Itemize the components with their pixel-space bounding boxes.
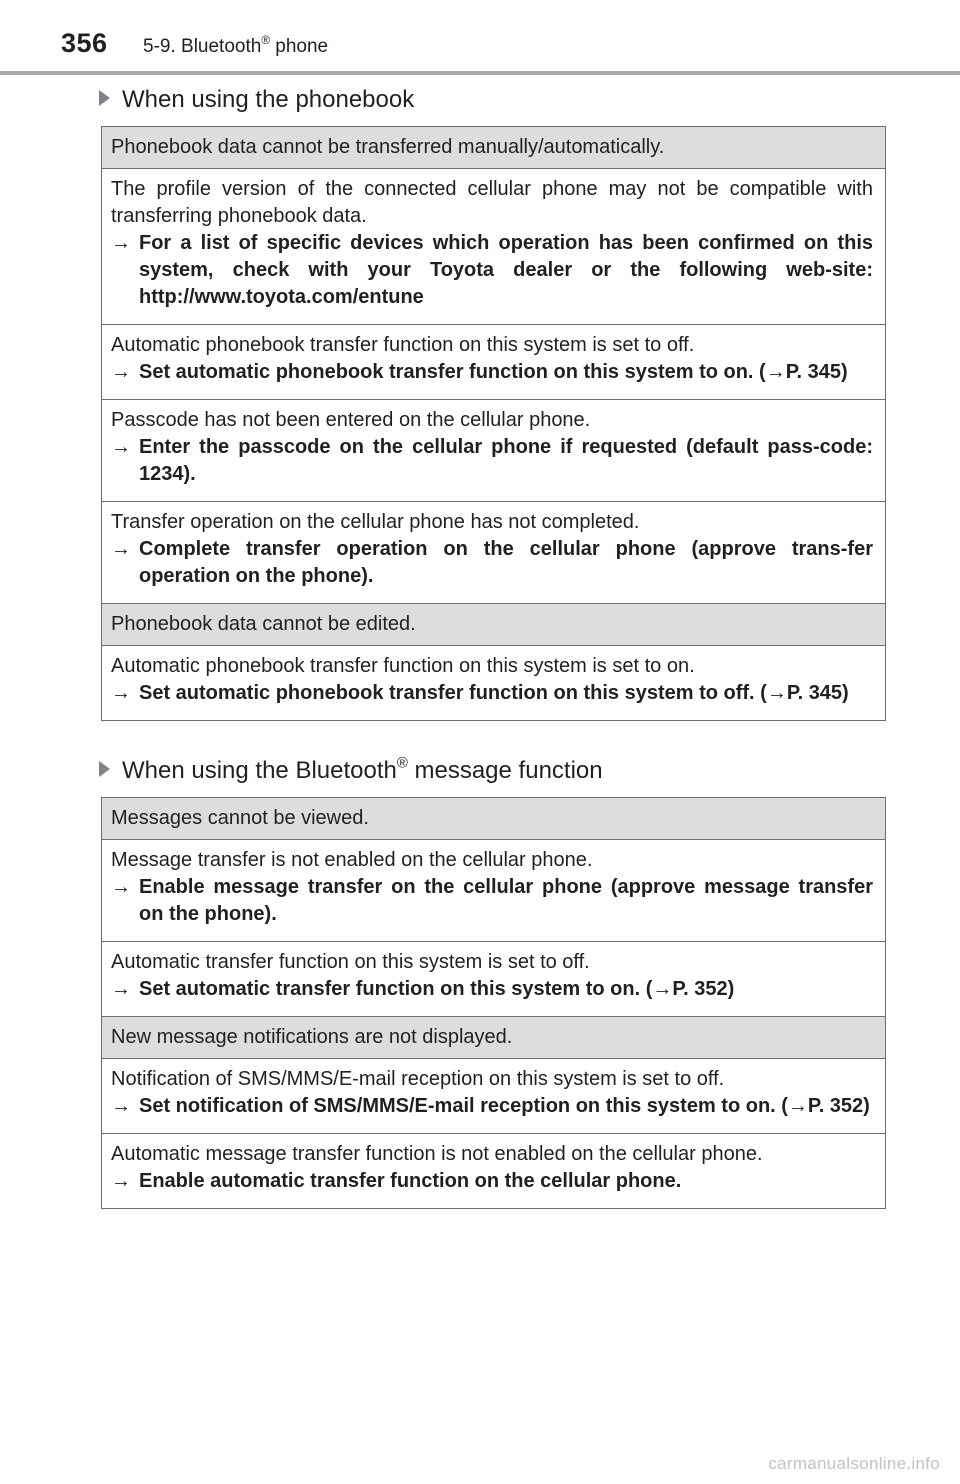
- message-heading-suffix: message function: [407, 757, 603, 784]
- cause-row: [102, 840, 886, 942]
- table-cell: [102, 604, 886, 646]
- cause-row: [102, 1059, 886, 1134]
- problem-row: [102, 604, 886, 646]
- right-arrow-icon: →: [111, 436, 131, 458]
- registered-mark: ®: [261, 33, 270, 47]
- cause-text: Automatic phonebook transfer function on this system is set to on.: [111, 655, 695, 677]
- remedy-text: Enter the passcode on the cellular phone if requested (default pass-code: 1234).: [139, 436, 873, 485]
- remedy: [111, 680, 873, 707]
- table-cell: [102, 1134, 886, 1209]
- remedy-text: Set automatic phonebook transfer function on this system to on. (→P. 345): [139, 361, 848, 383]
- remedy-text: Set notification of SMS/MMS/E-mail reception on this system to on. (→P. 352): [139, 1095, 870, 1117]
- remedy-text: Set automatic phonebook transfer function on this system to off. (→P. 345): [139, 682, 849, 704]
- remedy: [111, 1093, 873, 1120]
- table-cell: [102, 1059, 886, 1134]
- section-title-suffix: phone: [269, 36, 329, 57]
- registered-mark: ®: [396, 755, 408, 772]
- table-cell: [102, 942, 886, 1017]
- table-cell: [102, 840, 886, 942]
- right-arrow-icon: →: [111, 361, 131, 383]
- remedy-text: Enable message transfer on the cellular phone (approve message transfer on the phone).: [139, 876, 873, 925]
- phonebook-heading-text: When using the phonebook: [122, 86, 415, 113]
- cause-text: Automatic phonebook transfer function on this system is set to off.: [111, 334, 695, 356]
- remedy-text: Complete transfer operation on the cellular phone (approve trans-fer operation on the phone).: [139, 538, 873, 587]
- triangle-bullet-icon: [99, 761, 110, 777]
- remedy-text: For a list of specific devices which operation has been confirmed on this system, check with your Toyota dealer or the following web-site: http://www.toyota.com/entune: [139, 232, 873, 308]
- remedy: [111, 1168, 873, 1195]
- cause-row: [102, 169, 886, 325]
- problem-text: Phonebook data cannot be edited.: [111, 613, 416, 635]
- phonebook-troubleshooting-table: [101, 126, 886, 721]
- cause-text: Automatic message transfer function is not enabled on the cellular phone.: [111, 1143, 763, 1165]
- table-cell: [102, 502, 886, 604]
- table-cell: [102, 1017, 886, 1059]
- cause-text: Passcode has not been entered on the cellular phone.: [111, 409, 591, 431]
- message-heading-text: When using the Bluetooth: [122, 757, 397, 784]
- cause-text: The profile version of the connected cellular phone may not be compatible with transferring phonebook data.: [111, 178, 873, 227]
- right-arrow-icon: →: [111, 1095, 131, 1117]
- problem-text: Messages cannot be viewed.: [111, 807, 369, 829]
- message-troubleshooting-table: [101, 797, 886, 1209]
- cause-row: [102, 1134, 886, 1209]
- page-header: [0, 0, 960, 76]
- cause-row: [102, 502, 886, 604]
- right-arrow-icon: →: [111, 232, 131, 254]
- remedy-text: Enable automatic transfer function on the cellular phone.: [139, 1170, 682, 1192]
- cause-text: Message transfer is not enabled on the cellular phone.: [111, 849, 593, 871]
- remedy: [111, 230, 873, 311]
- right-arrow-icon: →: [111, 876, 131, 898]
- watermark: carmanualsonline.info: [768, 1454, 940, 1473]
- table-body: [102, 127, 886, 721]
- remedy: [111, 976, 873, 1003]
- remedy: [111, 359, 873, 386]
- message-heading: [99, 757, 603, 785]
- right-arrow-icon: →: [111, 978, 131, 1000]
- header-divider: [0, 71, 960, 75]
- table-body: [102, 798, 886, 1209]
- cause-text: Notification of SMS/MMS/E-mail reception on this system is set to off.: [111, 1068, 725, 1090]
- section-title: [143, 33, 329, 58]
- problem-row: [102, 798, 886, 840]
- page-number: 356: [61, 28, 108, 58]
- table-cell: [102, 798, 886, 840]
- problem-text: Phonebook data cannot be transferred manually/automatically.: [111, 136, 665, 158]
- cause-row: [102, 325, 886, 400]
- phonebook-heading: [99, 86, 414, 114]
- remedy: [111, 536, 873, 590]
- remedy: [111, 874, 873, 928]
- table-cell: [102, 127, 886, 169]
- cause-text: Transfer operation on the cellular phone has not completed.: [111, 511, 640, 533]
- section-title-text: 5-9. Bluetooth: [143, 36, 262, 57]
- triangle-bullet-icon: [99, 90, 110, 106]
- cause-text: Automatic transfer function on this system is set to off.: [111, 951, 590, 973]
- cause-row: [102, 646, 886, 721]
- remedy-text: Set automatic transfer function on this system to on. (→P. 352): [139, 978, 735, 1000]
- table-cell: [102, 169, 886, 325]
- table-cell: [102, 400, 886, 502]
- right-arrow-icon: →: [111, 538, 131, 560]
- problem-row: [102, 1017, 886, 1059]
- cause-row: [102, 942, 886, 1017]
- problem-row: [102, 127, 886, 169]
- table-cell: [102, 646, 886, 721]
- problem-text: New message notifications are not displayed.: [111, 1026, 513, 1048]
- right-arrow-icon: →: [111, 1170, 131, 1192]
- table-cell: [102, 325, 886, 400]
- remedy: [111, 434, 873, 488]
- right-arrow-icon: →: [111, 682, 131, 704]
- cause-row: [102, 400, 886, 502]
